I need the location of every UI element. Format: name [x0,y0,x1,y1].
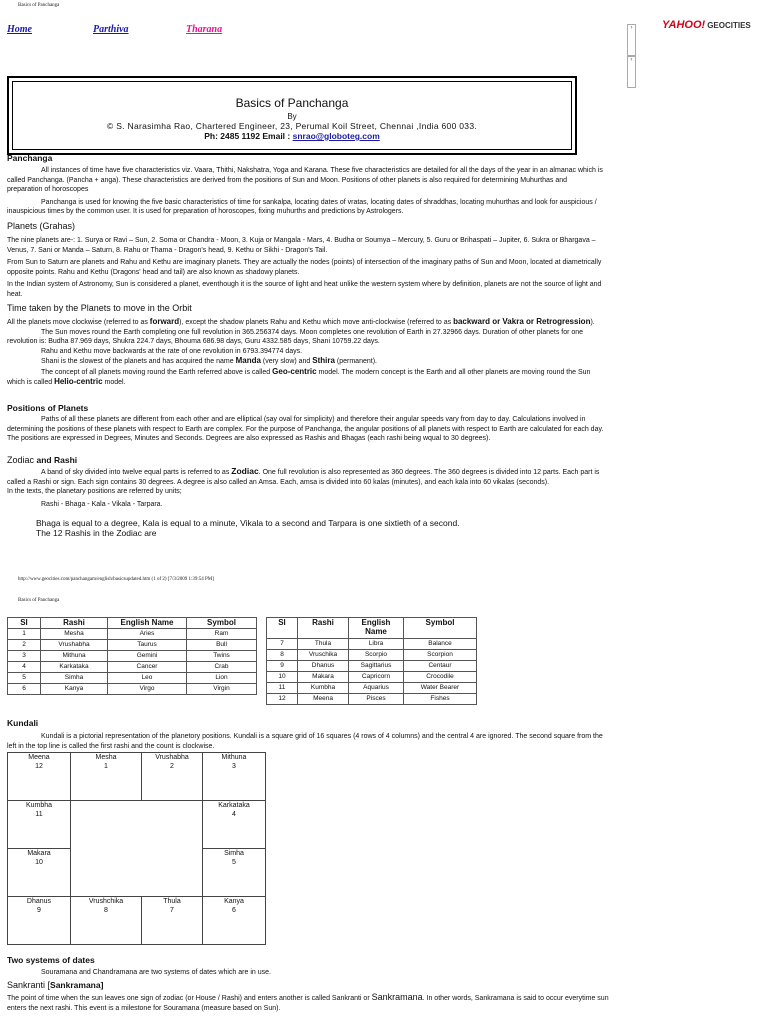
nav-parthiva-link[interactable]: Parthiva [93,24,129,35]
cell-sl: 4 [8,662,41,673]
cell-rashi: Simha [41,673,108,684]
kundali-para-1: Kundali is a pictorial representation of the planetory positions. Kundali is a square grid of 16 squares (4 rows of 4 columns) and the central 4 are ignored. The second square from the left in the top line is called the first rashi and the count is clockwise. [7,733,603,750]
orbit-heading: Time taken by the Planets to move in the Orbit [7,303,192,313]
cell-sl: 12 [267,694,298,705]
cell-english: Cancer [108,662,187,673]
zodiac-para-1: A band of sky divided into twelve equal parts is referred to as Zodiac. One full revolution is also represented as 360 degrees. The 360 degrees is divided into 12 parts. Each part is called a Rashi or sign. Each sign contains 30 degrees. A degree is also called an Amsa. Each, amsa is divided into 60 kalas (minutes), and each kala into 60 vikalas (seconds). [7,466,600,486]
cell-symbol: Ram [187,629,257,640]
col-rashi: Rashi [41,618,108,629]
table-row [8,673,257,684]
footer-url: http://www.geocities.com/panchangam/english/basicsupdated.htm (1 of 2) [7/3/2009 1:39:54 PM] [18,577,214,582]
cell-symbol: Bull [187,640,257,651]
table-row [267,694,477,705]
orbit-para-4: Shani is the slowest of the planets and has acquired the name Manda (very slow) and Sthira (permanent). [41,356,377,365]
sankranti-para-1: The point of time when the sun leaves one sign of zodiac (or House / Rashi) and enters another is called Sankranti or Sankramana. In other words, Sankramana is said to occur everytime sun enters the next rashi. This event is a milestone for Souramana (measure based on Sun). [7,992,609,1012]
cell-sl: 9 [267,661,298,672]
cell-english: Aquarius [349,683,404,694]
cell-english: Leo [108,673,187,684]
dates-text [7,968,603,978]
cell-symbol: Centaur [404,661,477,672]
cell-english: Taurus [108,640,187,651]
cell-rashi: Makara [298,672,349,683]
kundali-cell-simha: Simha 5 [202,848,266,897]
geocities-wordmark: GEOCITIES [707,21,751,30]
col-symbol: Symbol [187,618,257,629]
scroll-down-button[interactable]: ‹ [627,56,636,88]
positions-heading: Positions of Planets [7,403,89,413]
planets-para-1: The nine planets are-: 1. Surya or Ravi – Sun, 2. Soma or Chandra - Moon, 3. Kuja or Mangala - Mars, 4. Budha or Soumya – Mercury, 5. Guru or Brihaspati – Jupiter, 6. Sukra or Bhargava – Venus, 7. Sani or Manda – Saturn, 8. Rahu or Thama - Dragon's head, 9. Kethu or Sikhi - Dragon's Tail. [7,237,596,254]
cell-sl: 6 [8,684,41,695]
orbit-para-2: The Sun moves round the Earth completing one full revolution in 365.256374 days. Moon completes one revolution of Earth in 27.32966 days. Duration of other planets for one revolution is: Budha 87.969 days, Shukra 224.7 days, Bhouma 686.98 days, Guru 4332.585 days, Shani 10759.22 days. [7,328,584,345]
cell-symbol: Virgin [187,684,257,695]
cell-english: Pisces [349,694,404,705]
yahoo-logo[interactable] [662,19,751,31]
col-english: English Name [349,618,404,639]
nav-tharana-link[interactable]: Tharana [186,24,223,35]
cell-english: Virgo [108,684,187,695]
cell-english: Libra [349,639,404,650]
table-row [267,639,477,650]
kundali-cell-kanya: Kanya 6 [202,896,266,945]
col-rashi: Rashi [298,618,349,639]
cell-rashi: Mithuna [41,651,108,662]
cell-sl: 8 [267,650,298,661]
cell-symbol: Balance [404,639,477,650]
cell-rashi: Kumbha [298,683,349,694]
kundali-grid [7,752,265,944]
planets-heading: Planets (Grahas) [7,221,76,231]
table-row [267,683,477,694]
nav-home-link[interactable]: Home [7,24,32,35]
page-header-2: Basics of Panchanga [18,598,60,603]
kundali-cell-thula: Thula 7 [141,896,203,945]
cell-sl: 7 [267,639,298,650]
cell-english: Gemini [108,651,187,662]
zodiac-heading: Zodiac and Rashi [7,455,78,465]
planets-para-2: From Sun to Saturn are planets and Rahu and Kethu are imaginary planets. They are actually the nodes (points) of intersection of the imaginary paths of Sun and Moon, located at diametrically opposite points. Rahu and Kethu (Dragons' head and tail) are also known as shadowy planets. [7,259,602,276]
cell-symbol: Lion [187,673,257,684]
cell-rashi: Thula [298,639,349,650]
kundali-cell-vrushabha: Vrushabha 2 [141,752,203,801]
title-box [7,76,577,155]
sankranti-heading: Sankranti [Sankramana] [7,980,104,990]
cell-symbol: Twins [187,651,257,662]
kundali-cell-meena: Meena 12 [7,752,71,801]
rashi-table-left [7,617,257,695]
orbit-para-5: The concept of all planets moving round the Earth referred above is called Geo-centric model. The modern concept is the Earth and all other planets are moving round the Sun which is called Helio-centric model. [7,366,591,386]
kundali-cell-kumbha: Kumbha 11 [7,800,71,849]
email-link[interactable]: snrao@globoteg.com [292,131,380,141]
cell-symbol: Fishes [404,694,477,705]
rashi-table-right [266,617,477,705]
planets-text [7,236,611,299]
cell-sl: 2 [8,640,41,651]
author-line: © S. Narasimha Rao, Chartered Engineer, 23, Perumal Koil Street, Chennai ,India 600 033. [106,121,478,131]
cell-symbol: Crocodile [404,672,477,683]
dates-para-1: Souramana and Chandramana are two systems of dates which are in use. [41,969,271,976]
cell-rashi: Vrushabha [41,640,108,651]
kundali-cell-dhanus: Dhanus 9 [7,896,71,945]
kundali-center [70,800,203,897]
cell-sl: 11 [267,683,298,694]
positions-text [7,415,611,444]
dates-heading: Two systems of dates [7,955,95,965]
col-sl: Sl [8,618,41,629]
cell-rashi: Mesha [41,629,108,640]
zodiac-units: Rashi - Bhaga - Kala - Vikala - Tarpara. [41,500,163,508]
bhaga-text [36,518,460,538]
yahoo-wordmark: YAHOO! [662,19,706,31]
col-english: English Name [108,618,187,629]
cell-rashi: Kanya [41,684,108,695]
col-symbol: Symbol [404,618,477,639]
col-sl: Sl [267,618,298,639]
zodiac-para-2: In the texts, the planetary positions are referred by units; [7,488,182,495]
kundali-cell-karkataka: Karkataka 4 [202,800,266,849]
kundali-text [7,732,603,751]
panchanga-para-2: Panchanga is used for knowing the five basic characteristics of time for sankalpa, locating dates of vratas, locating dates of shraddhas, locating muhurthas and look for auspicious / inauspicious times by the common user. It is used for preparation of horoscopes, fixing muhurths and predictions by Astrologers. [7,198,597,215]
cell-rashi: Vruschika [298,650,349,661]
table-row [267,672,477,683]
cell-english: Scorpio [349,650,404,661]
sankranti-text [7,993,611,1013]
bhaga-line: Bhaga is equal to a degree, Kala is equal to a minute, Vikala to a second and Tarpara is one sixtieth of a second. [36,518,460,528]
by-label: By [287,112,297,121]
kundali-cell-mithuna: Mithuna 3 [202,752,266,801]
page-title: Basics of Panchanga [235,96,349,110]
orbit-para-1: All the planets move clockwise (referred to as forward), except the shadow planets Rahu and Kethu which move anti-clockwise (referred to as backward or Vakra or Retrogression). [7,317,595,326]
page-header: Basics of Panchanga [18,3,60,8]
cell-sl: 3 [8,651,41,662]
kundali-cell-mesha: Mesha 1 [70,752,142,801]
cell-sl: 10 [267,672,298,683]
cell-symbol: Scorpion [404,650,477,661]
table-row [267,661,477,672]
planets-para-3: In the Indian system of Astronomy, Sun is considered a planet, eventhough it is the source of light and heat unlike the western system where by definition, planets are not the source of light and heat. [7,281,602,298]
kundali-heading: Kundali [7,718,39,728]
table-row [8,662,257,673]
cell-symbol: Crab [187,662,257,673]
panchanga-para-1: All instances of time have five characteristics viz. Vaara, Thithi, Nakshatra, Yoga and Karana. These five characteristics are detailed for all the days of the year in an almanac which is called Panchanga. (Pancha + anga). These characteristics are derived from the positions of Sun and Moon. Positions of other planets is also required for determining Muhurthas and preparation of horoscopes [7,167,603,193]
cell-rashi: Dhanus [298,661,349,672]
cell-sl: 5 [8,673,41,684]
positions-para-1: Paths of all these planets are different from each other and are elliptical (say oval for simplicity) and therefore their angular speeds vary from day to day. Calculations involved in determining the positions of these planets with respect to Earth are complex. For the purpose of Panchanga, the angular positions of all planets with respect to Earth are calculated for each day. The positions are expressed in Degrees, Minutes and Seconds. Degrees are also expressed as Rashis and Bhagas (each rashi being wqual to 30 degrees). [7,416,604,442]
table-row [8,629,257,640]
zodiac-text [7,467,611,509]
cell-rashi: Meena [298,694,349,705]
orbit-para-3: Rahu and Kethu move backwards at the rate of one revolution in 6793.394774 days. [41,347,303,355]
cell-english: Capricorn [349,672,404,683]
cell-sl: 1 [8,629,41,640]
kundali-cell-vrushchika: Vrushchika 8 [70,896,142,945]
phone-label: Ph: 2485 1192 Email : [204,131,291,141]
panchanga-heading: Panchanga [7,153,53,163]
cell-rashi: Karkataka [41,662,108,673]
twelve-rashis-line: The 12 Rashis in the Zodiac are [36,528,157,538]
table-row [8,651,257,662]
table-row [267,650,477,661]
scroll-up-button[interactable]: › [627,24,636,56]
cell-english: Aries [108,629,187,640]
orbit-text [7,317,607,388]
cell-symbol: Water Bearer [404,683,477,694]
table-row [8,684,257,695]
panchanga-text [7,166,603,217]
kundali-cell-makara: Makara 10 [7,848,71,897]
table-row [8,640,257,651]
cell-english: Sagittarius [349,661,404,672]
